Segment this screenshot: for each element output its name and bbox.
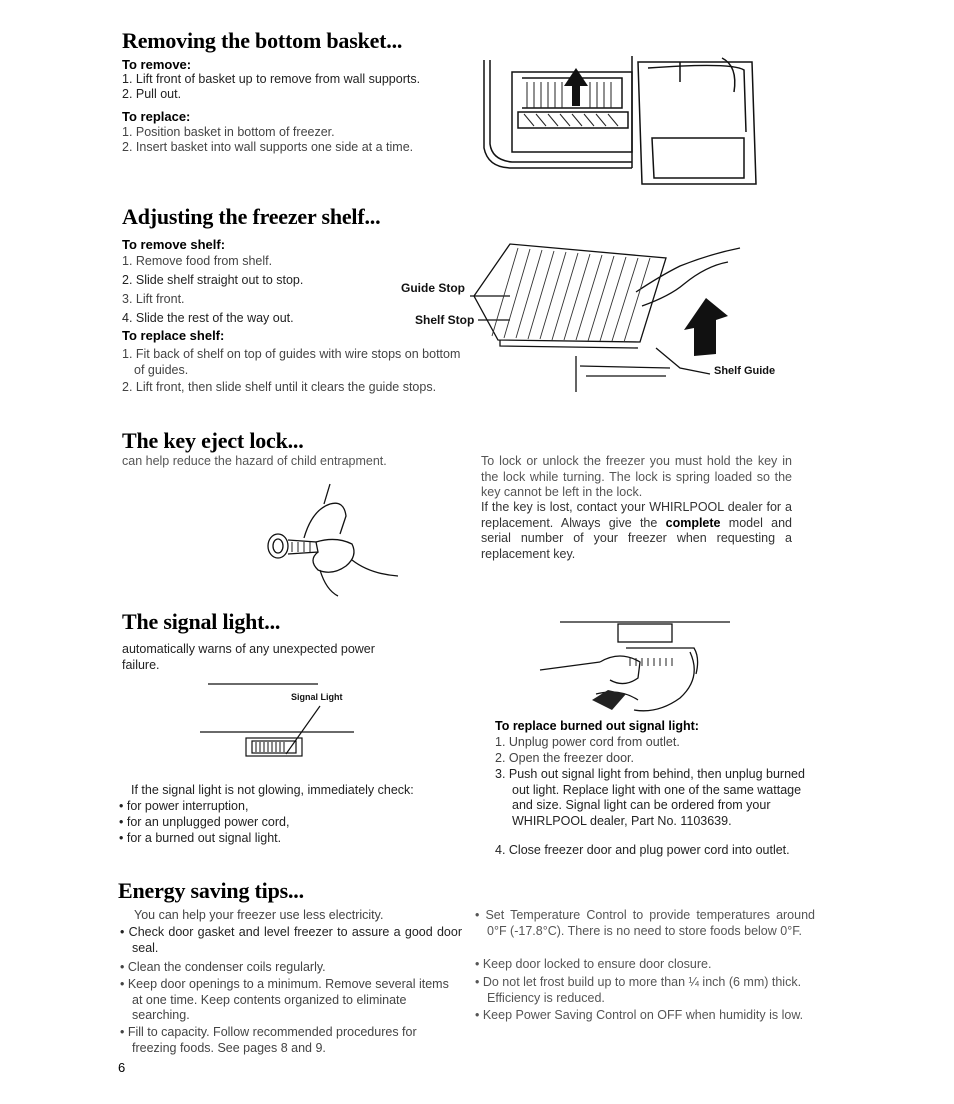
key-intro: can help reduce the hazard of child entrapment.: [122, 454, 387, 468]
basket-replace-heading: To replace:: [122, 109, 191, 124]
shelf-replace-step: 2. Lift front, then slide shelf until it clears the guide stops.: [122, 380, 437, 394]
signal-replace-heading: To replace burned out signal light:: [495, 719, 699, 733]
shelf-replace-heading: To replace shelf:: [122, 328, 225, 343]
key-lost-text-end: model and serial number of your freezer when requesting a replacement key.: [481, 515, 792, 561]
key-lost-instructions: [481, 500, 792, 562]
basket-remove-step: 1. Lift front of basket up to remove from wall supports.: [122, 72, 421, 86]
basket-illustration: [482, 52, 760, 188]
signal-light-replacement-illustration: [530, 618, 740, 718]
signal-check-item: • for an unplugged power cord,: [119, 815, 290, 829]
energy-tip: • Keep door openings to a minimum. Remove several items at one time. Keep contents organized to eliminate searching.: [120, 977, 449, 1022]
energy-tip: • Fill to capacity. Follow recommended procedures for freezing foods. See pages 8 and 9.: [120, 1025, 417, 1055]
basket-replace-step: 1. Position basket in bottom of freezer.: [122, 125, 335, 139]
shelf-illustration: [470, 236, 760, 396]
guide-stop-label: Guide Stop: [401, 281, 465, 295]
key-title: The key eject lock...: [122, 428, 304, 453]
signal-replace-step: 3. Push out signal light from behind, then unplug burned out light. Replace light with one of the same wattage and size. Signal light can be ordered from your WHIRLPOOL dealer, Part No. 1103639.: [495, 767, 805, 828]
energy-tip: • Do not let frost build up to more than ¼ inch (6 mm) thick. Efficiency is reduced.: [475, 975, 802, 1005]
key-illustration: [260, 480, 400, 600]
signal-check-item: • for a burned out signal light.: [119, 831, 282, 845]
key-lost-text-start: If the key is lost, contact your WHIRLPOOL dealer for a replacement. Always give the: [481, 500, 792, 530]
shelf-stop-label: Shelf Stop: [415, 313, 475, 327]
energy-tip: • Keep Power Saving Control on OFF when humidity is low.: [475, 1008, 804, 1022]
signal-light-label: Signal Light: [291, 692, 343, 702]
energy-tip: • Set Temperature Control to provide temperatures around 0°F (-17.8°C). There is no need to store foods below 0°F.: [475, 908, 815, 938]
page-number: 6: [118, 1060, 126, 1075]
shelf-remove-step: 1. Remove food from shelf.: [122, 254, 273, 268]
shelf-remove-step: 4. Slide the rest of the way out.: [122, 311, 294, 325]
basket-remove-heading: To remove:: [122, 57, 192, 72]
basket-title: Removing the bottom basket...: [122, 28, 403, 53]
shelf-remove-step: 3. Lift front.: [122, 292, 185, 306]
shelf-remove-heading: To remove shelf:: [122, 237, 226, 252]
shelf-replace-step: 1. Fit back of shelf on top of guides with wire stops on bottom of guides.: [122, 347, 461, 377]
key-lost-text-bold: complete: [665, 515, 721, 530]
signal-replace-step: 2. Open the freezer door.: [495, 751, 634, 765]
signal-light-diagram: [200, 676, 360, 766]
shelf-title: Adjusting the freezer shelf...: [122, 204, 381, 229]
shelf-remove-step: 2. Slide shelf straight out to stop.: [122, 273, 304, 287]
signal-title: The signal light...: [122, 609, 281, 634]
shelf-guide-label: Shelf Guide: [714, 365, 776, 377]
signal-replace-step: 4. Close freezer door and plug power cord into outlet.: [495, 843, 790, 857]
basket-remove-step: 2. Pull out.: [122, 87, 182, 101]
energy-tip: • Keep door locked to ensure door closure.: [475, 957, 712, 971]
energy-intro: You can help your freezer use less electricity.: [134, 908, 384, 922]
basket-replace-step: 2. Insert basket into wall supports one side at a time.: [122, 140, 414, 154]
key-lock-instructions: To lock or unlock the freezer you must hold the key in the lock while turning. The lock is spring loaded so the key cannot be left in the lock.: [481, 454, 792, 499]
signal-check-item: • for power interruption,: [119, 799, 249, 813]
energy-tip: • Check door gasket and level freezer to assure a good door seal.: [120, 925, 462, 955]
signal-check-intro: If the signal light is not glowing, immediately check:: [131, 783, 414, 797]
energy-tip: • Clean the condenser coils regularly.: [120, 960, 326, 974]
signal-replace-step: 1. Unplug power cord from outlet.: [495, 735, 680, 749]
signal-intro: automatically warns of any unexpected power failure.: [122, 642, 375, 672]
energy-title: Energy saving tips...: [118, 878, 304, 903]
